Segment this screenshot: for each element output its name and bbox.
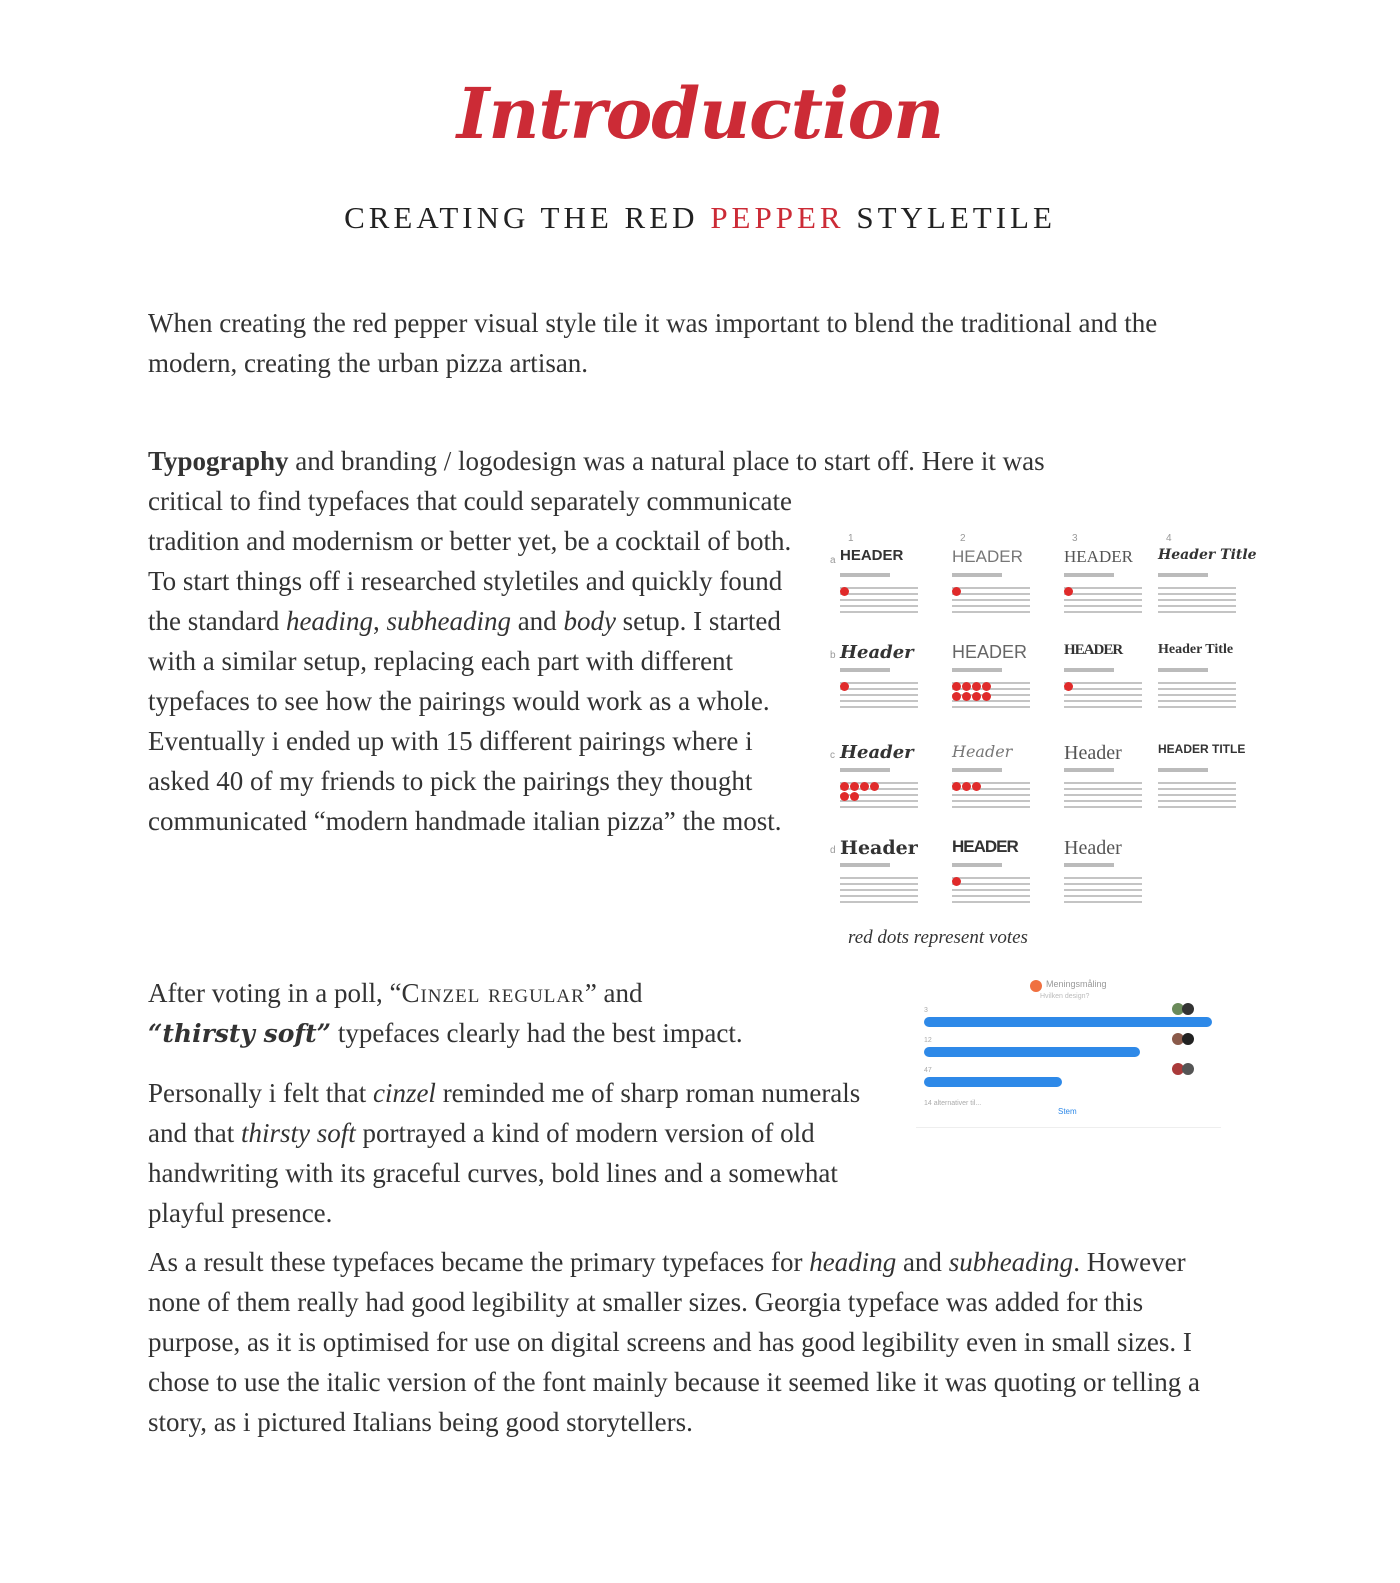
pairing-subtitle-sample (1064, 863, 1114, 867)
pairing-subtitle-sample (840, 768, 890, 772)
intro-paragraph: When creating the red pepper visual style tile it was important to blend the traditional and the modern, creating the urban pizza artisan. (148, 308, 1158, 378)
result-text-3: . However none of them really had good legibility at smaller sizes. Georgia typeface was added for this purpose, as it is optimised for use on digital screens and has good legibility even in small sizes. I chose to use the italic version of the font mainly because it seemed like it was quoting or telling a story, as i pictured Italians being good storytellers. (148, 1247, 1200, 1437)
pairing-body-sample (952, 587, 1030, 615)
pairing-subtitle-sample (1064, 573, 1114, 577)
result-text-2: and (896, 1247, 949, 1277)
font-name-cinzel: Cinzel regular (401, 978, 585, 1008)
vote-dot (840, 587, 849, 596)
pairing-header-sample: HEADER (952, 837, 1018, 856)
typeface-pairing-cell (930, 736, 1040, 831)
pairing-subtitle-sample (952, 573, 1002, 577)
vote-dot (850, 792, 859, 801)
vote-dot (870, 782, 879, 791)
pairing-subtitle-sample (840, 668, 890, 672)
poll-bar-label: 3 (924, 1007, 928, 1014)
subtitle-accent: PEPPER (710, 200, 845, 235)
typeface-pairing-cell (930, 541, 1040, 636)
poll-result-text-1: After voting in a poll, “ (148, 978, 402, 1008)
pairing-header-sample: Header (952, 742, 1013, 761)
grid-row-letter: a (830, 555, 836, 566)
personal-text-1: Personally i felt that (148, 1078, 373, 1108)
vote-dot (952, 587, 961, 596)
pairing-subtitle-sample (952, 863, 1002, 867)
poll-vote-link: Stem (1058, 1107, 1077, 1116)
pairing-header-sample: Header (840, 642, 914, 663)
pairing-subtitle-sample (840, 863, 890, 867)
voter-avatar (1182, 1033, 1194, 1045)
pairing-header-sample: Header (840, 742, 914, 763)
personal-paragraph (148, 1073, 893, 1233)
pairing-subtitle-sample (1064, 668, 1114, 672)
vote-dot (850, 782, 859, 791)
pairing-body-sample (1064, 877, 1142, 905)
typeface-pairing-cell (1136, 736, 1246, 831)
pairing-header-sample: Header (1064, 742, 1122, 764)
vote-dot (952, 782, 961, 791)
vote-dot (962, 692, 971, 701)
poll-bar-label: 47 (924, 1067, 932, 1074)
typeface-pairing-cell (818, 636, 928, 731)
grid-column-number: 2 (960, 533, 966, 544)
vote-dot (972, 782, 981, 791)
grid-column-number: 4 (1166, 533, 1172, 544)
personal-text-3: portrayed a kind of modern version of old handwriting with its graceful curves, bold lines and a somewhat playful presence. (148, 1118, 838, 1228)
pairing-body-sample (840, 587, 918, 615)
pairing-header-sample: HEADER (1064, 547, 1133, 566)
typography-em-heading: heading (285, 606, 373, 636)
pairing-subtitle-sample (952, 768, 1002, 772)
personal-text-2: reminded me of sharp roman numerals and that (148, 1078, 861, 1148)
pairing-header-sample: Header (840, 837, 918, 859)
vote-dot (982, 692, 991, 701)
pairing-subtitle-sample (1064, 768, 1114, 772)
vote-dot (972, 682, 981, 691)
typeface-pairing-cell (1042, 831, 1152, 926)
vote-dot (962, 682, 971, 691)
font-name-thirsty: “thirsty soft” (148, 1019, 332, 1048)
result-em-heading: heading (809, 1247, 897, 1277)
poll-bar (924, 1047, 1140, 1057)
pairing-body-sample (1158, 587, 1236, 615)
vote-dot (982, 682, 991, 691)
grid-row-letter: d (830, 845, 836, 856)
vote-dot (952, 877, 961, 886)
typeface-pairing-cell (1136, 636, 1246, 731)
pairing-body-sample (1064, 587, 1142, 615)
typeface-pairing-cell (1136, 541, 1257, 636)
poll-result-text-3: typefaces clearly had the best impact. (331, 1018, 743, 1048)
vote-dot (840, 792, 849, 801)
voter-avatar (1182, 1063, 1194, 1075)
result-em-subheading: subheading (948, 1247, 1074, 1277)
voter-avatar (1182, 1003, 1194, 1015)
typography-body (148, 481, 808, 841)
page-subtitle (0, 200, 1400, 236)
result-paragraph (148, 1242, 1228, 1442)
pairing-header-sample: HEADER TITLE (1158, 742, 1246, 756)
pairing-body-sample (1158, 782, 1236, 810)
pairing-header-sample: Header Title (1158, 642, 1234, 657)
typography-text-3: and (510, 606, 564, 636)
vote-dot (952, 682, 961, 691)
vote-dot (840, 782, 849, 791)
pairing-header-sample: HEADER (952, 642, 1028, 662)
subtitle-part1: CREATING THE RED (344, 200, 711, 235)
typography-text-2: , (372, 606, 387, 636)
vote-dot (1064, 587, 1073, 596)
pairing-subtitle-sample (1158, 573, 1208, 577)
pairing-header-sample: Header Title (1158, 547, 1257, 563)
pairing-body-sample (840, 877, 918, 905)
pairing-header-sample: Header (1064, 837, 1122, 859)
vote-dot (860, 782, 869, 791)
poll-more-options: 14 alternativer til... (924, 1100, 982, 1107)
pairing-subtitle-sample (840, 573, 890, 577)
poll-subtitle: Hvilken design? (1040, 993, 1090, 1000)
poll-bar (924, 1077, 1062, 1087)
vote-dot (1064, 682, 1073, 691)
personal-em-cinzel: cinzel (372, 1078, 436, 1108)
grid-column-number: 1 (848, 533, 854, 544)
pairing-subtitle-sample (1158, 768, 1208, 772)
typeface-pairings-image (826, 533, 1276, 913)
poll-result-paragraph (148, 973, 828, 1054)
pairing-subtitle-sample (952, 668, 1002, 672)
pairing-header-sample: HEADER (952, 547, 1023, 566)
vote-dot (972, 692, 981, 701)
grid-row-letter: c (830, 750, 835, 761)
typography-text-4: setup. I started with a similar setup, replacing each part with different typefaces to see how the pairings would work as a whole. Eventually i ended up with 15 different pairings where i asked 40 of my friends to pick the pairings they thought communicated “modern handmade italian pizza” the most. (148, 606, 782, 836)
personal-em-thirsty: thirsty soft (240, 1118, 356, 1148)
pairing-body-sample (1158, 682, 1236, 710)
poll-icon (1030, 980, 1042, 992)
poll-bar-label: 12 (924, 1037, 932, 1044)
page-title: Introduction (456, 72, 944, 155)
pairing-subtitle-sample (1158, 668, 1208, 672)
typeface-pairing-cell (818, 831, 928, 926)
subtitle-part2: STYLETILE (844, 200, 1056, 235)
typeface-pairing-cell (818, 541, 928, 636)
grid-column-number: 3 (1072, 533, 1078, 544)
typography-bold-lead: Typography (148, 446, 289, 476)
typography-text-1: critical to find typefaces that could separately communicate tradition and modernism or better yet, be a cocktail of both. To start things off i researched styletiles and quickly found the standard (148, 486, 792, 636)
typography-em-subheading: subheading (386, 606, 511, 636)
image-caption: red dots represent votes (848, 927, 1028, 948)
pairing-header-sample: HEADER (1064, 642, 1123, 658)
typeface-pairing-cell (930, 831, 1040, 926)
result-text-1: As a result these typefaces became the primary typefaces for (148, 1247, 810, 1277)
typeface-pairing-cell (930, 636, 1040, 731)
grid-row-letter: b (830, 650, 836, 661)
pairing-body-sample (1064, 782, 1142, 810)
typography-em-body: body (563, 606, 616, 636)
poll-result-text-2: ” and (584, 978, 643, 1008)
pairing-body-sample (1064, 682, 1142, 710)
pairing-header-sample: HEADER (840, 547, 904, 564)
vote-dot (952, 692, 961, 701)
typeface-pairing-cell (818, 736, 928, 831)
pairing-body-sample (840, 682, 918, 710)
typography-line1: and branding / logodesign was a natural place to start off. Here it was (288, 446, 1045, 476)
poll-screenshot (916, 975, 1221, 1128)
poll-title: Meningsmåling (1046, 979, 1107, 989)
poll-bar (924, 1017, 1212, 1027)
vote-dot (840, 682, 849, 691)
pairing-body-sample (952, 877, 1030, 905)
vote-dot (962, 782, 971, 791)
